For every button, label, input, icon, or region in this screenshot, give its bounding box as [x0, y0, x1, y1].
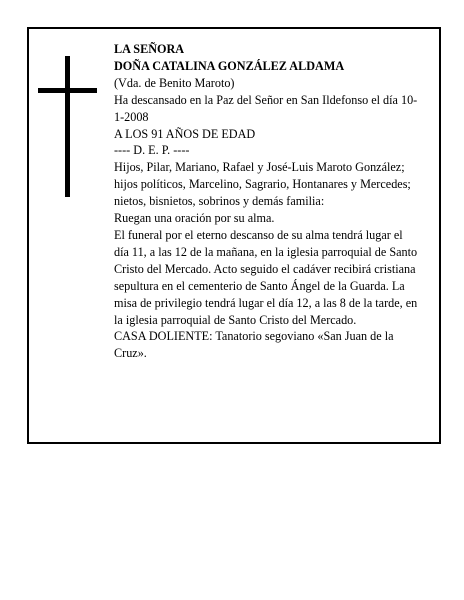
- notice-body: [114, 41, 420, 362]
- cross-icon-bar: [38, 88, 97, 93]
- mourning-house: CASA DOLIENTE: Tanatorio segoviano «San Juan de la Cruz».: [114, 329, 394, 361]
- rip-line: ---- D. E. P. ----: [114, 143, 190, 158]
- age-line: A LOS 91 AÑOS DE EDAD: [114, 126, 256, 141]
- cross-icon: [65, 56, 70, 197]
- notice-title-line1: LA SEÑORA: [114, 42, 185, 56]
- obituary-notice: [27, 27, 441, 444]
- death-line: Ha descansado en la Paz del Señor en San Ildefonso el día 10-1-2008: [114, 92, 418, 124]
- prayer-line: Ruegan una oración por su alma.: [114, 211, 275, 226]
- funeral-text: El funeral por el eterno descanso de su alma tendrá lugar el día 11, a las 12 de la mañana, en la iglesia parroquial de Santo Cristo del Mercado. Acto seguido el cadáver recibirá cristiana sepultura en el cementerio de Santo Ángel de la Guarda. La misa de privilegio tendrá lugar el día 12, a las 8 de la tarde, en la iglesia parroquial de Santo Cristo del Mercado.: [114, 227, 418, 327]
- family-text: Hijos, Pilar, Mariano, Rafael y José-Luis Maroto González; hijos políticos, Marcelino, Sagrario, Hontanares y Mercedes; nietos, bisnietos, sobrinos y demás familia:: [114, 160, 411, 209]
- widow-line: (Vda. de Benito Maroto): [114, 75, 235, 90]
- deceased-name: DOÑA CATALINA GONZÁLEZ ALDAMA: [114, 58, 345, 73]
